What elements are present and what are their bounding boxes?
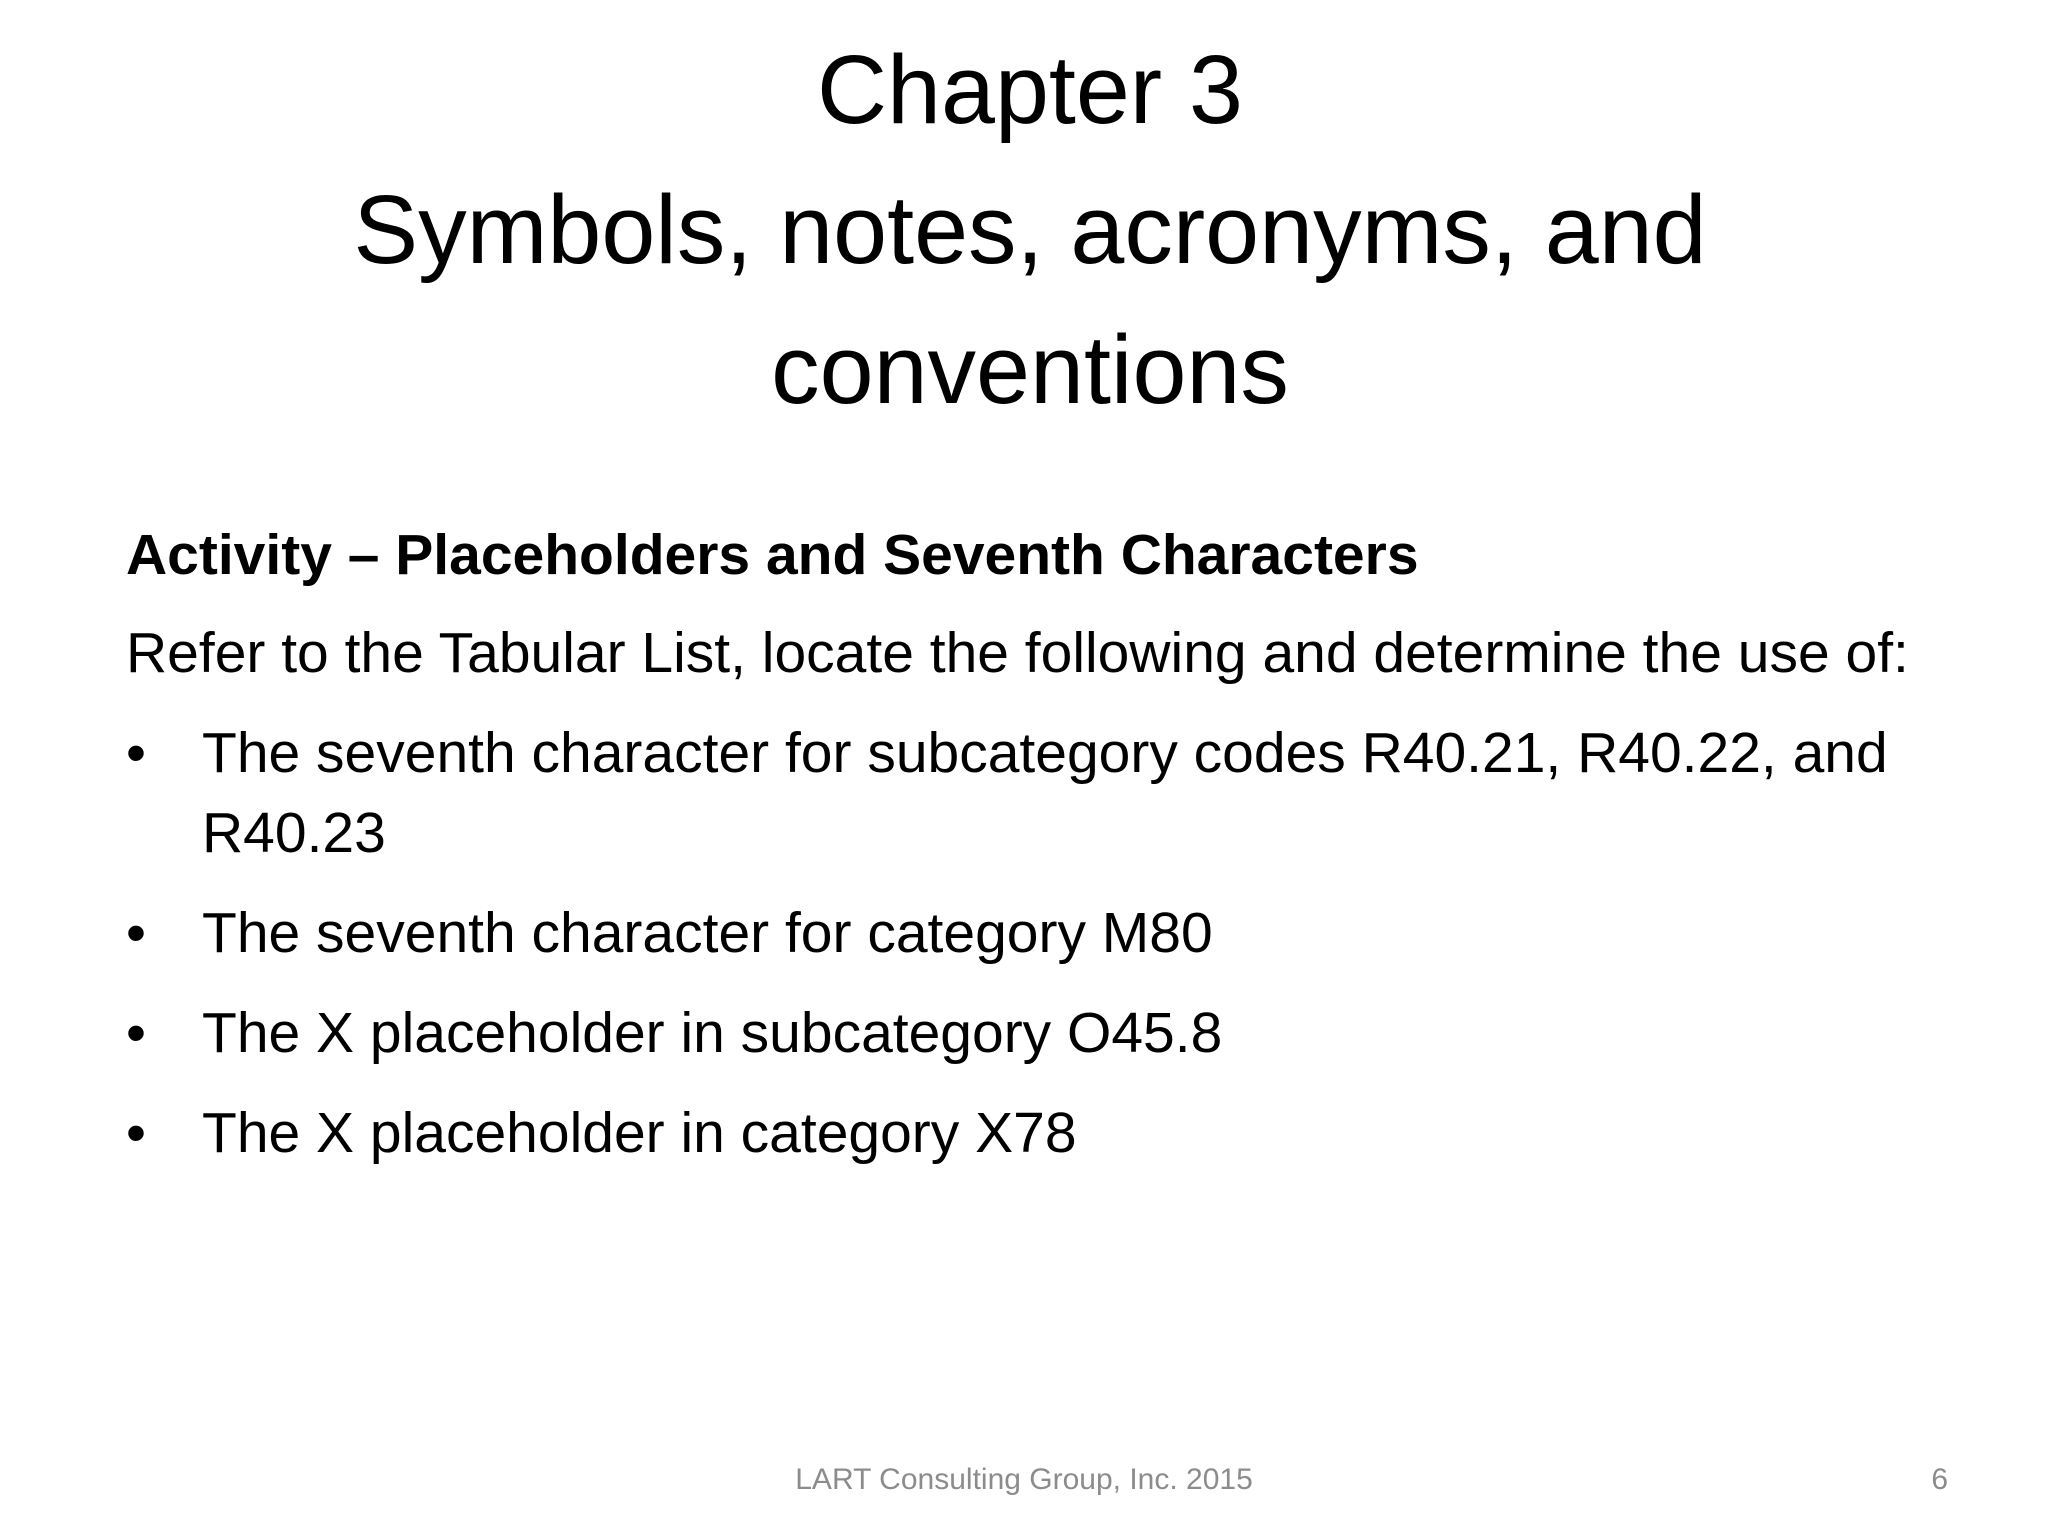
intro-text: Refer to the Tabular List, locate the following and determine the use of: [126,621,1909,685]
title-line: Symbols, notes, acronyms, and [353,175,1707,284]
slide-body [126,515,1926,1193]
bullet-list [126,713,1926,1173]
slide-footer: LART Consulting Group, Inc. 2015 [795,1463,1253,1496]
bullet-text: The seventh character for category M80 [202,901,1213,965]
bullet-text: The X placeholder in subcategory O45.8 [202,1001,1223,1065]
title-line: Chapter 3 [817,35,1243,144]
list-item [126,893,1926,973]
list-item [126,713,1926,873]
list-item [126,1093,1926,1173]
activity-heading: Activity – Placeholders and Seventh Characters [126,523,1419,587]
bullet-icon: • [126,1001,146,1065]
bullet-icon: • [126,901,146,965]
bullet-text: The X placeholder in category X78 [202,1101,1077,1165]
title-line: conventions [771,315,1289,424]
slide-title [140,20,1920,440]
bullet-icon: • [126,1101,146,1165]
bullet-icon: • [126,721,146,785]
bullet-text: The seventh character for subcategory codes R40.21, R40.22, and R40.23 [202,721,1888,865]
list-item [126,993,1926,1073]
slide-number: 6 [1931,1463,1948,1496]
